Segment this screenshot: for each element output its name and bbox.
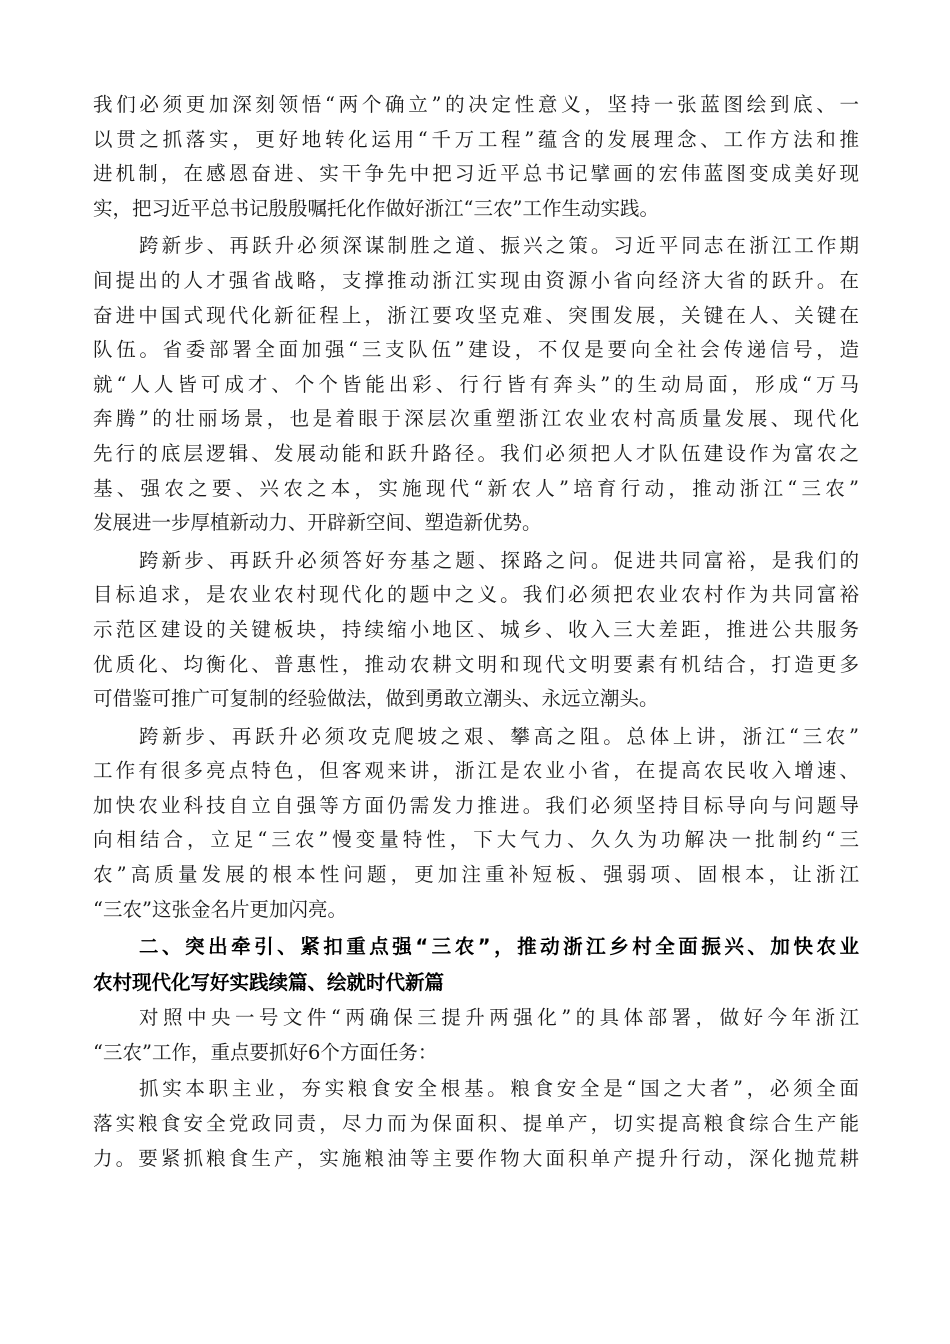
text-line: 我们必须更加深刻领悟“两个确立”的决定性意义，坚持一张蓝图绘到底、一 [93, 93, 859, 116]
text-line: 落实粮食安全党政同责，尽力而为保面积、提单产，切实提高粮食综合生产能 [93, 1112, 859, 1136]
text-line: 跨新步、再跃升必须答好夯基之题、探路之问。促进共同富裕，是我们的 [139, 548, 859, 572]
paragraph-talent-strategy [93, 229, 859, 540]
text-line: 先行的底层逻辑、发展动能和跃升路径。我们必须把人才队伍建设作为富农之 [93, 441, 859, 465]
heading-line: 二、突出牵引、紧扣重点强“三农”，推动浙江乡村全面振兴、加快农业 [139, 935, 859, 959]
text-line: 跨新步、再跃升必须深谋制胜之道、振兴之策。习近平同志在浙江工作期 [139, 234, 859, 258]
text-line: “三农”工作，重点要抓好6个方面任务： [93, 1040, 438, 1064]
paragraph-common-prosperity [93, 544, 859, 717]
text-line: 基、强农之要、兴农之本，实施现代“新农人”培育行动，推动浙江“三农” [93, 476, 859, 500]
text-line: 奔腾”的壮丽场景，也是着眼于深层次重塑浙江农业农村高质量发展、现代化 [93, 407, 859, 431]
text-line: 跨新步、再跃升必须攻克爬坡之艰、攀高之阻。总体上讲，浙江“三农” [139, 724, 859, 748]
text-line: 间提出的人才强省战略，支撑推动浙江实现由资源小省向经济大省的跃升。在 [93, 268, 859, 292]
text-line: 对照中央一号文件“两确保三提升两强化”的具体部署，做好今年浙江 [139, 1006, 859, 1030]
text-line: 就“人人皆可成才、个个皆能出彩、行行皆有奔头”的生动局面，形成“万马 [93, 372, 859, 396]
text-line: 目标追求，是农业农村现代化的题中之义。我们必须把农业农村作为共同富裕 [93, 583, 859, 607]
text-line: 力。要紧抓粮食生产，实施粮油等主要作物大面积单产提升行动，深化抛荒耕 [93, 1146, 859, 1170]
heading-line: 农村现代化写好实践续篇、绘就时代新篇 [93, 971, 445, 995]
text-line: 队伍。省委部署全面加强“三支队伍”建设，不仅是要向全社会传递信号，造 [93, 338, 859, 362]
paragraph-food-security [93, 1072, 859, 1176]
text-line: 农”高质量发展的根本性问题，更加注重补短板、强弱项、固根本，让浙江 [93, 863, 859, 887]
text-line: 优质化、均衡化、普惠性，推动农耕文明和现代文明要素有机结合，打造更多 [93, 652, 859, 676]
paragraph-commitment [93, 88, 859, 226]
document-page [93, 88, 859, 1176]
text-line: 进机制，在感恩奋进、实干争先中把习近平总书记擘画的宏伟蓝图变成美好现 [93, 162, 859, 186]
text-line: 向相结合，立足“三农”慢变量特性，下大气力、久久为功解决一批制约“三 [93, 828, 859, 852]
text-line: 工作有很多亮点特色，但客观来讲，浙江是农业小省，在提高农民收入增速、 [93, 759, 859, 783]
paragraph-overcoming-difficulties [93, 720, 859, 928]
text-line: 加快农业科技自立自强等方面仍需发力推进。我们必须坚持目标导向与问题导 [93, 793, 859, 817]
text-line: 抓实本职主业，夯实粮食安全根基。粮食安全是“国之大者”，必须全面 [139, 1077, 859, 1101]
text-line: 发展进一步厚植新动力、开辟新空间、塑造新优势。 [93, 511, 542, 535]
text-line: 实，把习近平总书记殷殷嘱托化作做好浙江“三农”工作生动实践。 [93, 196, 659, 220]
text-line: 示范区建设的关键板块，持续缩小地区、城乡、收入三大差距，推进公共服务 [93, 617, 859, 641]
text-line: 可借鉴可推广可复制的经验做法，做到勇敢立潮头、永远立潮头。 [93, 687, 659, 711]
text-line: 以贯之抓落实，更好地转化运用“千万工程”蕴含的发展理念、工作方法和推 [93, 127, 859, 151]
section-heading-two [93, 929, 859, 1001]
paragraph-six-tasks-intro [93, 1001, 859, 1070]
text-line: 奋进中国式现代化新征程上，浙江要攻坚克难、突围发展，关键在人、关键在 [93, 303, 859, 327]
text-line: “三农”这张金名片更加闪亮。 [93, 897, 347, 921]
